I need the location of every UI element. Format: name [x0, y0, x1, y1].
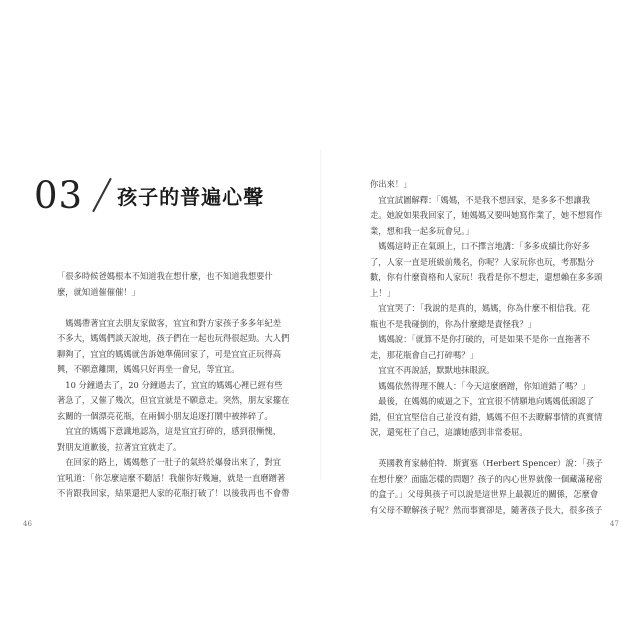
chapter-title: 孩子的普遍心聲: [117, 184, 265, 209]
text-line: 宜吼道：「你怎麼這麼不聽話！我催你好幾遍，就是一直磨蹭著: [57, 472, 286, 483]
text-line: 不肯跟我回家，結果還把人家的花瓶打破了！以後我再也不會帶: [57, 488, 290, 498]
text-line: 你出來！」: [370, 179, 412, 189]
text-line: 麼，就知道催催催！」: [57, 286, 140, 297]
slash-divider: [92, 178, 112, 212]
text-line: 數，你有什麼資格和人家玩！我看是你不想走，還想賴在多多頭: [370, 272, 603, 282]
text-line: 媽媽帶著宜宜去朋友家做客，宜宜和對方家孩子多多年紀差: [57, 317, 282, 328]
text-line: 英國教育家赫伯特．斯賓塞（Herbert Spencer）說：「孩子: [370, 458, 603, 468]
chapter-number: 03: [34, 173, 84, 217]
text-line: 上！」: [370, 287, 395, 298]
text-line: 最後，在媽媽的威逼之下，宜宜很不情願地向媽媽低頭認了: [370, 396, 595, 406]
text-line: 不多大，媽媽們談天說地，孩子們在一起也玩得很起勁。大人們: [57, 333, 290, 343]
text-line: 聊夠了，宜宜的媽媽就吿訴她準備回家了，可是宜宜正玩得高: [57, 348, 282, 359]
text-line: 10 分鐘過去了，20 分鐘過去了，宜宜的媽媽心裡已經有些: [57, 379, 283, 390]
text-line: 媽媽依然得理不饒人：「今天這麼磨蹭，你知道錯了嗎？」: [370, 380, 590, 391]
text-line: 宜宜哭了：「我說的是真的，媽媽，你為什麼不相信我。花: [370, 303, 590, 313]
text-line: 玄關的一個漂亮花瓶，在兩個小朋友追逐打鬧中被摔碎了。: [57, 410, 273, 421]
text-line: 有父母不瞭解孩子呢？然而事實卻是，隨著孩子長大，很多孩子: [370, 504, 603, 515]
text-line: [57, 300, 312, 316]
text-line: 興，不願意離開，媽媽只好再坐一會兒，等宜宜。: [57, 364, 240, 374]
text-line: 宜宜不再說話，默默地抹眼淚。: [370, 365, 495, 375]
page-number-right: 47: [610, 520, 619, 528]
text-line: 業，想和我一起多玩會兒。」: [370, 225, 474, 236]
text-line: 走。她說如果我回家了，她媽媽又要叫她寫作業了，她不想寫作: [370, 210, 603, 220]
left-body-text: [57, 269, 312, 502]
text-line: 著急了，又催了幾次，但宜宜就是不願意走。突然，朋友家擺在: [57, 395, 290, 405]
chapter-heading: [34, 172, 314, 218]
right-body-text: [370, 177, 610, 518]
text-line: 了，人家一直是班級前幾名，你呢？人家玩你也玩，考那點分: [370, 256, 595, 267]
text-line: 「很多時候爸媽根本不知道我在想什麼，也不知道我想要什: [57, 271, 273, 281]
text-line: [370, 441, 610, 457]
page-number-left: 46: [23, 520, 32, 528]
text-line: 媽媽說：「就算不是你打破的，可是如果不是你一直拖著不: [370, 334, 590, 344]
text-line: 在回家的路上，媽媽憋了一肚子的氣終於爆發出來了，對宜: [57, 457, 282, 467]
text-line: 宜宜試圖解釋：「媽媽，不是我不想回家，是多多不想讓我: [370, 194, 590, 205]
text-line: 對朋友道歉後，拉著宜宜就走了。: [57, 441, 182, 452]
text-line: 瓶也不是我碰倒的，你為什麼總是責怪我？」: [370, 318, 536, 329]
text-line: 錯，但宜宜堅信自己並沒有錯，媽媽不但不去瞭解事情的真實情: [370, 411, 603, 422]
text-line: 況，還冤枉了自己，這讓她感到非常委屈。: [370, 427, 528, 437]
text-line: 的盒子。」父母與孩子可以說是這世界上最親近的關係，怎麼會: [370, 489, 599, 499]
text-line: 宜宜的媽媽下意識地認為，這是宜宜打碎的，感到很慚愧，: [57, 426, 282, 436]
text-line: 在想什麼？面臨怎樣的問題？孩子的內心世界就像一個藏滿秘密: [370, 473, 603, 484]
text-line: 走，那花瓶會自己打碎嗎？」: [370, 349, 478, 360]
text-line: 媽媽這時正在氣頭上，口不擇言地講：「多多成績比你好多: [370, 241, 590, 251]
